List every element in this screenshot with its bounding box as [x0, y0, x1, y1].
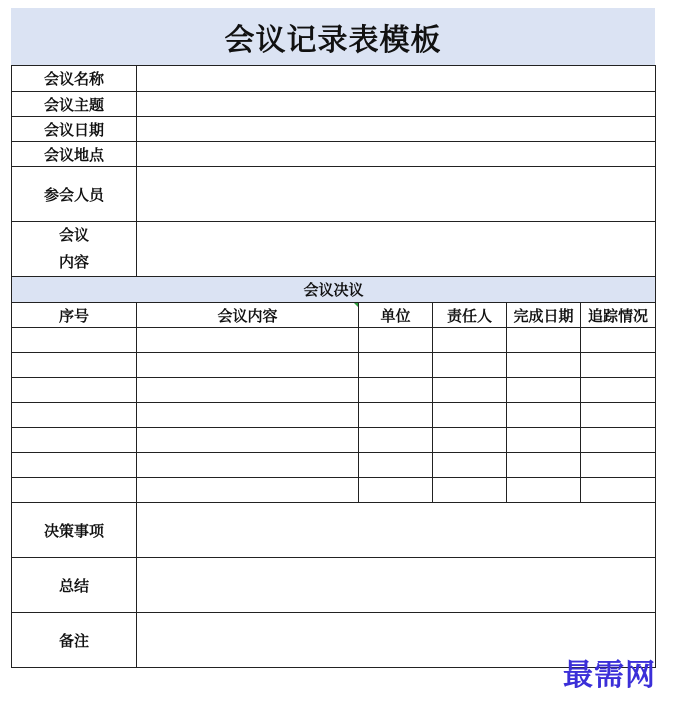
cell-content[interactable]: [137, 453, 359, 478]
cell-seq[interactable]: [12, 353, 137, 378]
row-attendees: [12, 167, 656, 222]
label-meeting-topic: 会议主题: [12, 92, 137, 117]
cell-summary[interactable]: [137, 558, 656, 613]
header-owner: 责任人: [433, 303, 507, 328]
section-resolution-title: 会议决议: [12, 277, 656, 303]
cell-unit[interactable]: [359, 428, 433, 453]
cell-meeting-topic[interactable]: [137, 92, 656, 117]
table-row: [12, 428, 656, 453]
cell-owner[interactable]: [433, 353, 507, 378]
label-summary: 总结: [12, 558, 137, 613]
cell-content[interactable]: [137, 403, 359, 428]
table-row: [12, 353, 656, 378]
cell-seq[interactable]: [12, 478, 137, 503]
row-meeting-location: [12, 142, 656, 167]
table-row: [12, 378, 656, 403]
meeting-record-sheet: [11, 8, 655, 668]
table-row: [12, 478, 656, 503]
cell-owner[interactable]: [433, 428, 507, 453]
cell-seq[interactable]: [12, 453, 137, 478]
cell-done-date[interactable]: [507, 378, 581, 403]
cell-owner[interactable]: [433, 403, 507, 428]
cell-owner[interactable]: [433, 453, 507, 478]
row-meeting-date: [12, 117, 656, 142]
table-row: [12, 403, 656, 428]
row-meeting-content: [12, 222, 656, 277]
cell-done-date[interactable]: [507, 403, 581, 428]
header-unit: 单位: [359, 303, 433, 328]
cell-decisions[interactable]: [137, 503, 656, 558]
label-attendees: 参会人员: [12, 167, 137, 222]
row-resolution-headers: [12, 303, 656, 328]
page-title: 会议记录表模板: [11, 8, 655, 65]
cell-content[interactable]: [137, 428, 359, 453]
cell-unit[interactable]: [359, 353, 433, 378]
cell-tracking[interactable]: [581, 328, 656, 353]
label-meeting-date: 会议日期: [12, 117, 137, 142]
cell-done-date[interactable]: [507, 428, 581, 453]
cell-meeting-content[interactable]: [137, 222, 656, 277]
cell-owner[interactable]: [433, 478, 507, 503]
cell-tracking[interactable]: [581, 378, 656, 403]
cell-unit[interactable]: [359, 453, 433, 478]
row-resolution-section: [12, 277, 656, 303]
cell-content[interactable]: [137, 478, 359, 503]
header-done-date: 完成日期: [507, 303, 581, 328]
header-seq: 序号: [12, 303, 137, 328]
cell-tracking[interactable]: [581, 453, 656, 478]
cell-seq[interactable]: [12, 378, 137, 403]
header-content: 会议内容: [137, 303, 359, 328]
row-meeting-name: [12, 66, 656, 92]
cell-tracking[interactable]: [581, 428, 656, 453]
table-row: [12, 328, 656, 353]
cell-attendees[interactable]: [137, 167, 656, 222]
cell-unit[interactable]: [359, 328, 433, 353]
row-summary: [12, 558, 656, 613]
cell-meeting-location[interactable]: [137, 142, 656, 167]
meeting-record-table: [11, 65, 656, 668]
header-tracking: 追踪情况: [581, 303, 656, 328]
label-meeting-location: 会议地点: [12, 142, 137, 167]
cell-done-date[interactable]: [507, 353, 581, 378]
label-meeting-content: [12, 222, 137, 277]
label-meeting-name: 会议名称: [12, 66, 137, 92]
row-decisions: [12, 503, 656, 558]
cell-unit[interactable]: [359, 378, 433, 403]
cell-owner[interactable]: [433, 378, 507, 403]
cell-content[interactable]: [137, 353, 359, 378]
label-meeting-content-line1: 会议: [58, 226, 89, 244]
cell-meeting-name[interactable]: [137, 66, 656, 92]
cell-meeting-date[interactable]: [137, 117, 656, 142]
cell-tracking[interactable]: [581, 353, 656, 378]
cell-seq[interactable]: [12, 328, 137, 353]
cell-seq[interactable]: [12, 428, 137, 453]
cell-done-date[interactable]: [507, 453, 581, 478]
row-remarks: [12, 613, 656, 668]
cell-done-date[interactable]: [507, 328, 581, 353]
cell-tracking[interactable]: [581, 403, 656, 428]
cell-seq[interactable]: [12, 403, 137, 428]
watermark-logo: 最需网: [563, 658, 656, 693]
label-meeting-content-line2: 内容: [58, 253, 89, 271]
row-meeting-topic: [12, 92, 656, 117]
cell-done-date[interactable]: [507, 478, 581, 503]
cell-content[interactable]: [137, 378, 359, 403]
cell-owner[interactable]: [433, 328, 507, 353]
table-row: [12, 453, 656, 478]
cell-content[interactable]: [137, 328, 359, 353]
label-remarks: 备注: [12, 613, 137, 668]
cell-tracking[interactable]: [581, 478, 656, 503]
cell-unit[interactable]: [359, 403, 433, 428]
cell-unit[interactable]: [359, 478, 433, 503]
label-decisions: 决策事项: [12, 503, 137, 558]
